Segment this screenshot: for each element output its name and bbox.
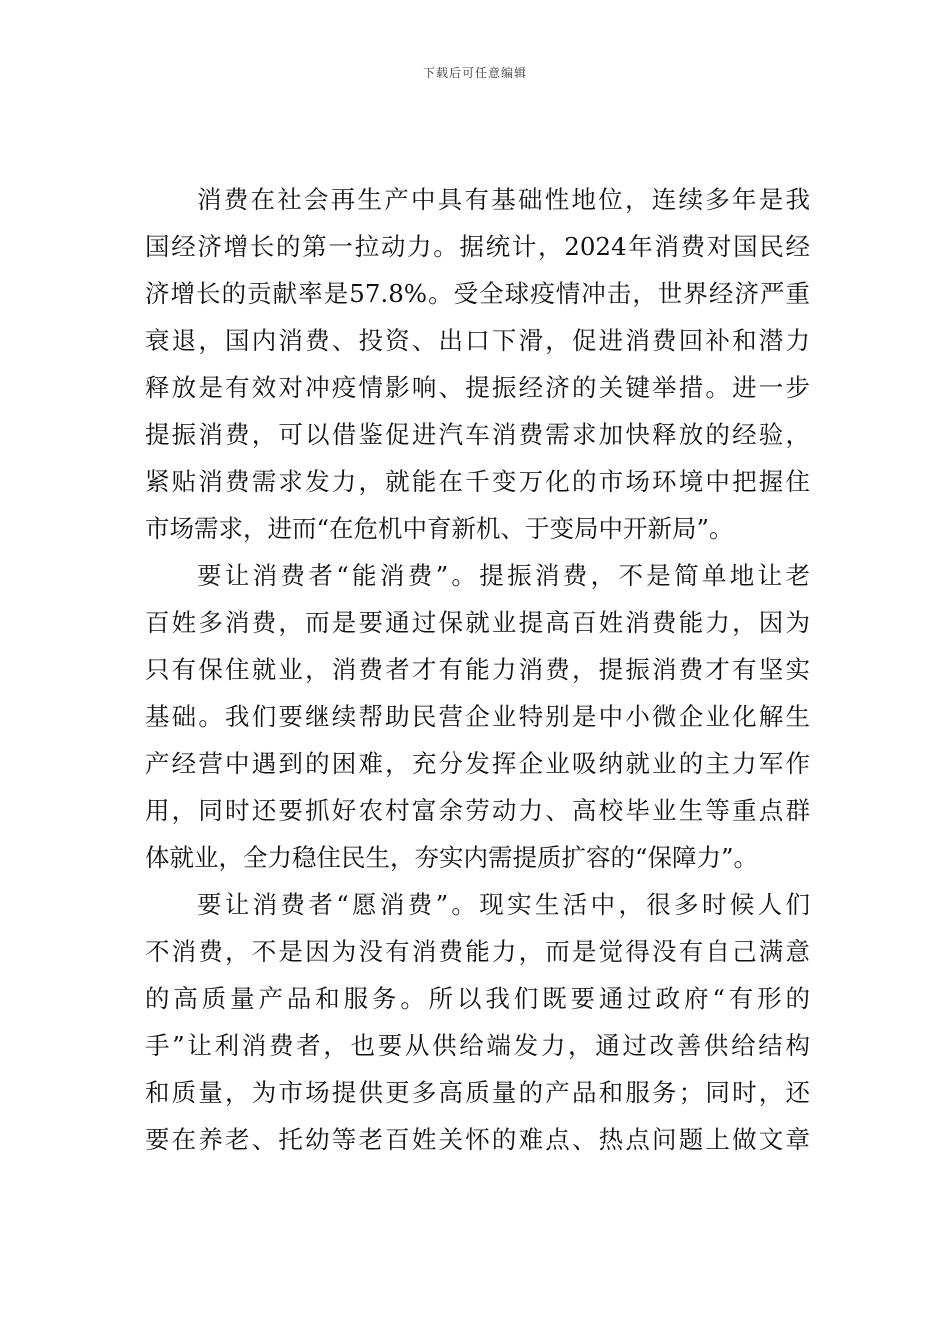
text-line: 的高质量产品和服务。所以我们既要通过政府“有形的 xyxy=(145,984,810,1013)
text-line: 济增长的贡献率是57.8%。受全球疫情冲击，世界经济严重 xyxy=(145,279,810,308)
text-line: 要在养老、托幼等老百姓关怀的难点、热点问题上做文章 xyxy=(145,1125,810,1154)
text-line: 衰退，国内消费、投资、出口下滑，促进消费回补和潜力 xyxy=(145,326,810,355)
text-line: 不消费，不是因为没有消费能力，而是觉得没有自己满意 xyxy=(145,937,810,966)
text-line: 市场需求，进而“在危机中育新机、于变局中开新局”。 xyxy=(145,514,734,543)
text-line: 只有保住就业，消费者才有能力消费，提振消费才有坚实 xyxy=(145,655,810,684)
text-line: 要让消费者“愿消费”。现实生活中，很多时候人们 xyxy=(197,890,810,919)
text-line: 释放是有效对冲疫情影响、提振经济的关键举措。进一步 xyxy=(145,373,810,402)
text-line: 用，同时还要抓好农村富余劳动力、高校毕业生等重点群 xyxy=(145,796,810,825)
text-line: 手”让利消费者，也要从供给端发力，通过改善供给结构 xyxy=(145,1031,810,1060)
text-line: 和质量，为市场提供更多高质量的产品和服务；同时，还 xyxy=(145,1078,810,1107)
text-line: 基础。我们要继续帮助民营企业特别是中小微企业化解生 xyxy=(145,702,810,731)
page-header: 下载后可任意编辑 xyxy=(422,66,527,80)
text-line: 国经济增长的第一拉动力。据统计，2024年消费对国民经 xyxy=(145,232,810,261)
text-line: 体就业，全力稳住民生，夯实内需提质扩容的“保障力”。 xyxy=(145,843,759,872)
text-line: 紧贴消费需求发力，就能在千变万化的市场环境中把握住 xyxy=(145,467,810,496)
text-line: 百姓多消费，而是要通过保就业提高百姓消费能力，因为 xyxy=(145,608,810,637)
text-line: 要让消费者“能消费”。提振消费，不是简单地让老 xyxy=(197,561,810,590)
text-line: 产经营中遇到的困难，充分发挥企业吸纳就业的主力军作 xyxy=(145,749,810,778)
text-line: 消费在社会再生产中具有基础性地位，连续多年是我 xyxy=(197,185,810,214)
text-line: 提振消费，可以借鉴促进汽车消费需求加快释放的经验， xyxy=(145,420,810,449)
document-body xyxy=(145,176,810,1163)
